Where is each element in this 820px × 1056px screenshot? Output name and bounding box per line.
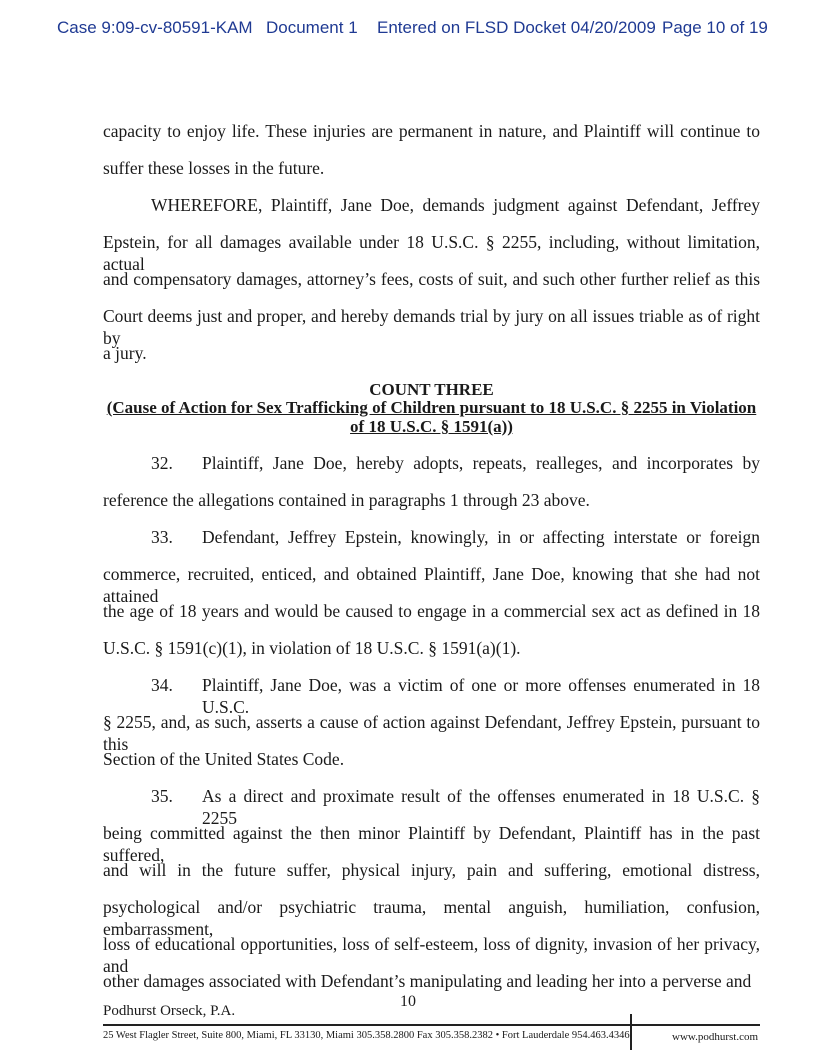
text-line: Plaintiff, Jane Doe, hereby adopts, repeats, realleges, and incorporates by — [202, 453, 760, 473]
text-line: capacity to enjoy life. These injuries are permanent in nature, and Plaintiff will continue to — [103, 121, 760, 141]
page-number: 10 — [400, 993, 416, 1010]
document-number: Document 1 — [266, 18, 358, 37]
text-line: psychological and/or psychiatric trauma, mental anguish, humiliation, confusion, embarrassment, — [103, 897, 760, 939]
case-number: Case 9:09-cv-80591-KAM — [57, 18, 253, 37]
text-line: Court deems just and proper, and hereby demands trial by jury on all issues triable as of right by — [103, 306, 760, 348]
footer-vertical-divider — [630, 1014, 632, 1050]
text-line: being committed against the then minor Plaintiff by Defendant, Plaintiff has in the past suffered, — [103, 823, 760, 865]
count-subtitle-line1 — [103, 398, 760, 418]
text-line: loss of educational opportunities, loss of self-esteem, loss of dignity, invasion of her privacy, and — [103, 934, 760, 976]
paragraph-number: 35. — [151, 786, 173, 806]
count-subtitle-text: of 18 U.S.C. § 1591(a)) — [350, 417, 513, 436]
text-line: Section of the United States Code. — [103, 749, 345, 769]
text-line: commerce, recruited, enticed, and obtained Plaintiff, Jane Doe, knowing that she had not attained — [103, 564, 760, 606]
text-line: Defendant, Jeffrey Epstein, knowingly, in or affecting interstate or foreign — [202, 527, 760, 547]
text-line: a jury. — [103, 343, 147, 363]
count-subtitle-text: (Cause of Action for Sex Trafficking of Children pursuant to 18 U.S.C. § 2255 in Violation — [106, 398, 757, 417]
page-indicator: Page 10 of 19 — [662, 18, 768, 37]
paragraph-number: 32. — [151, 453, 173, 473]
text-line: and compensatory damages, attorney’s fees, costs of suit, and such other further relief as this — [103, 269, 760, 289]
text-line: U.S.C. § 1591(c)(1), in violation of 18 U.S.C. § 1591(a)(1). — [103, 638, 521, 658]
count-title: COUNT THREE — [369, 380, 494, 399]
text-line: reference the allegations contained in paragraphs 1 through 23 above. — [103, 490, 590, 510]
text-line: Epstein, for all damages available under 18 U.S.C. § 2255, including, without limitation, actual — [103, 232, 760, 274]
footer-divider — [103, 1024, 760, 1026]
text-line: § 2255, and, as such, asserts a cause of action against Defendant, Jeffrey Epstein, pursuant to this — [103, 712, 760, 754]
firm-name: Podhurst Orseck, P.A. — [103, 1003, 236, 1019]
text-line: and will in the future suffer, physical injury, pain and suffering, emotional distress, — [103, 860, 760, 880]
firm-website: www.podhurst.com — [672, 1031, 759, 1043]
text-line: As a direct and proximate result of the offenses enumerated in 18 U.S.C. § 2255 — [202, 786, 760, 828]
firm-address: 25 West Flagler Street, Suite 800, Miami, FL 33130, Miami 305.358.2800 Fax 305.358.2382 • Fort Lauderdale 954.463.4346 — [103, 1030, 630, 1041]
text-line: WHEREFORE, Plaintiff, Jane Doe, demands judgment against Defendant, Jeffrey — [151, 195, 760, 215]
docket-entry: Entered on FLSD Docket 04/20/2009 — [377, 18, 656, 37]
text-line: the age of 18 years and would be caused to engage in a commercial sex act as defined in 18 — [103, 601, 760, 621]
text-line: suffer these losses in the future. — [103, 158, 325, 178]
text-line: other damages associated with Defendant’s manipulating and leading her into a perverse and — [103, 971, 752, 991]
count-subtitle-line2 — [103, 417, 760, 437]
text-line: Plaintiff, Jane Doe, was a victim of one or more offenses enumerated in 18 U.S.C. — [202, 675, 760, 717]
paragraph-number: 33. — [151, 527, 173, 547]
paragraph-number: 34. — [151, 675, 173, 695]
